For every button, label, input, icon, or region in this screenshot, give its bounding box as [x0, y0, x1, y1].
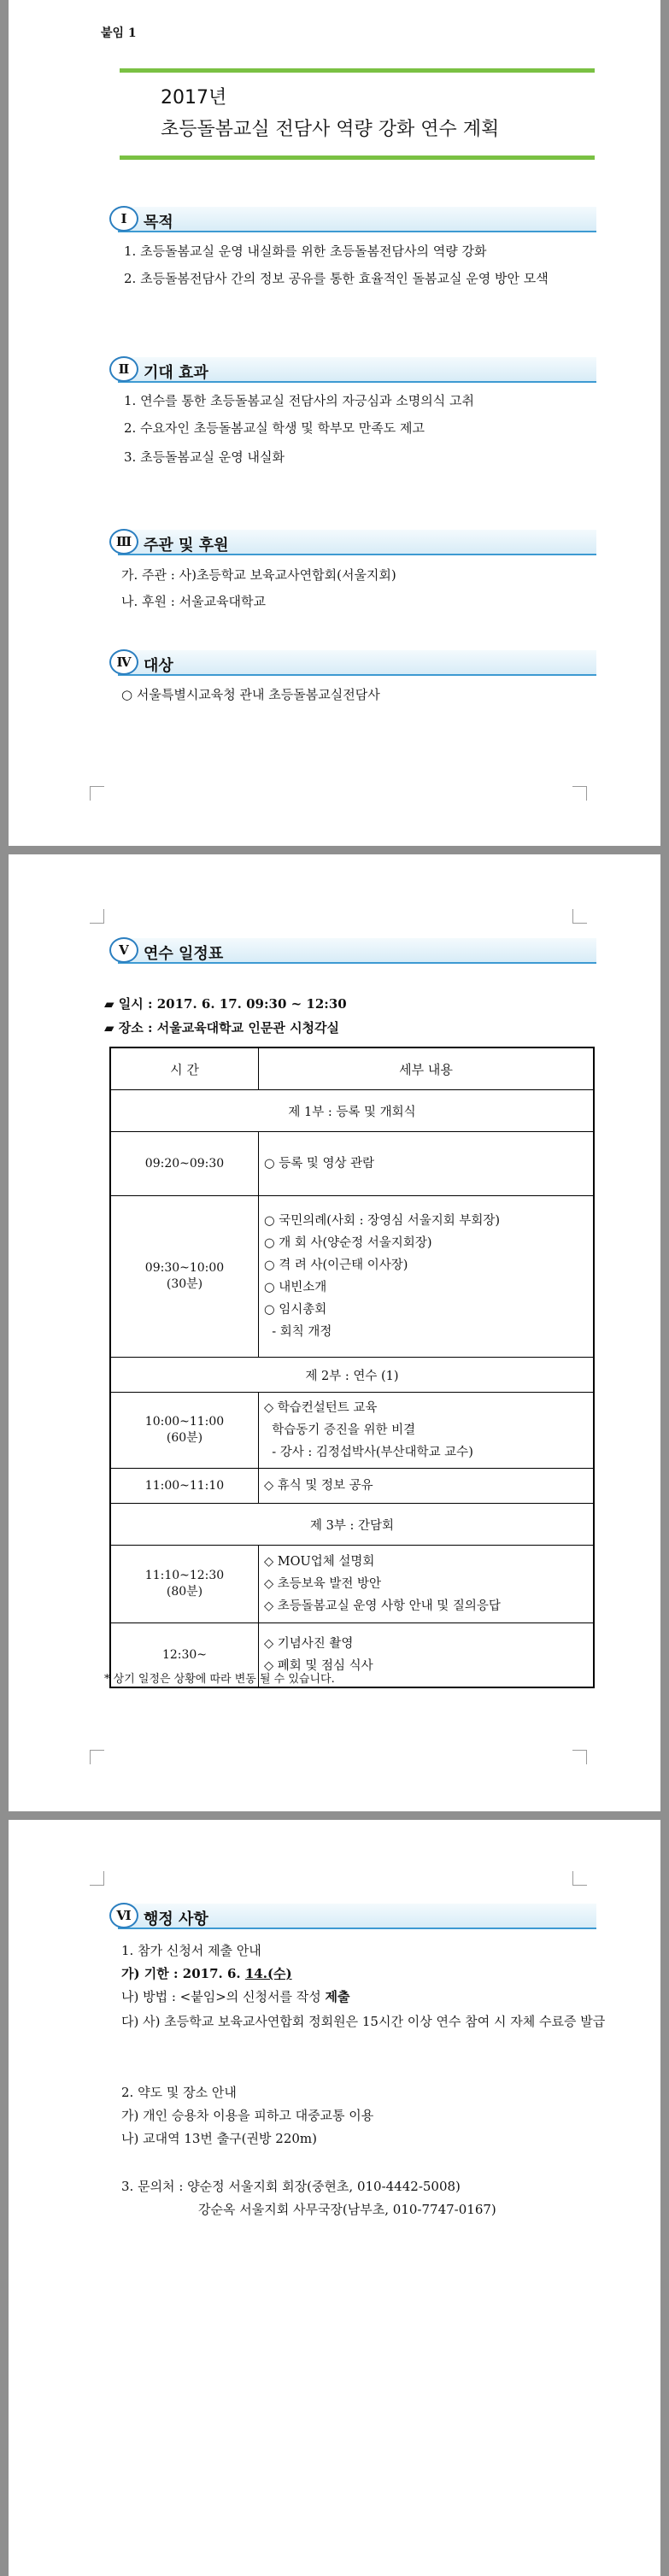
row-duration: (60분) — [166, 1431, 203, 1445]
section-label: 주관 및 후원 — [144, 537, 229, 555]
table-row — [110, 1196, 594, 1358]
part-3-row: 제 3부 : 간담회 — [110, 1504, 594, 1546]
row-item: ◇ 휴식 및 정보 공유 — [264, 1479, 373, 1493]
row-item: ○ 개 회 사(양순정 서울지회장) — [264, 1236, 432, 1250]
row-content — [259, 1393, 595, 1469]
method-submit: 제출 — [325, 1989, 350, 2004]
target-line: ○ 서울특별시교육청 관내 초등돌봄교실전담사 — [121, 687, 380, 702]
section-heading-host — [109, 526, 596, 554]
admin-exit: 나) 교대역 13번 출구(권방 220m) — [121, 2131, 317, 2146]
table-header-row — [110, 1047, 594, 1090]
host-line-2: 나. 후원 : 서울교육대학교 — [121, 594, 267, 609]
row-item: - 회칙 개정 — [264, 1325, 332, 1339]
row-content — [259, 1132, 595, 1196]
section-label: 목적 — [144, 214, 173, 232]
part-1-row: 제 1부 : 등록 및 개회식 — [110, 1090, 594, 1132]
row-time: 12:30~ — [110, 1623, 259, 1688]
host-line-1: 가. 주관 : 사)초등학교 보육교사연합회(서울지회) — [121, 567, 396, 583]
row-item: 학습동기 증진을 위한 비결 — [264, 1423, 416, 1437]
title-bottom-rule — [120, 155, 595, 160]
document-title — [161, 83, 499, 141]
effect-item-2: 2. 수요자인 초등돌봄교실 학생 및 학부모 만족도 제고 — [124, 420, 425, 436]
admin-line-1: 1. 참가 신청서 제출 안내 — [121, 1943, 261, 1958]
admin-certificate: 다) 사) 초등학교 보육교사연합회 정회원은 15시간 이상 연수 참여 시 자체 수료증 발급 — [121, 2014, 606, 2029]
crop-mark — [572, 1871, 587, 1886]
section-label: 기대 효과 — [144, 364, 208, 382]
row-time-cell — [110, 1546, 259, 1623]
deadline-date: 14.(수) — [244, 1966, 292, 1981]
row-item: ◇ 폐회 및 점심 식사 — [264, 1659, 373, 1673]
section-heading-effects — [109, 354, 596, 381]
section-number: Ⅵ — [109, 1903, 138, 1928]
attachment-label: 붙임 1 — [101, 26, 137, 40]
table-row — [110, 1358, 594, 1393]
section-number: Ⅰ — [109, 206, 138, 232]
row-time: 09:20~09:30 — [110, 1132, 259, 1196]
deadline-label: 가) 기한 : 2017. 6. — [121, 1966, 245, 1981]
document-page-1 — [9, 0, 660, 846]
crop-mark — [90, 786, 104, 801]
crop-mark — [572, 909, 587, 924]
table-row — [110, 1393, 594, 1469]
section-number: Ⅴ — [109, 937, 138, 963]
row-item: ○ 격 려 사(이근태 이사장) — [264, 1259, 408, 1272]
section-heading-target — [109, 647, 596, 674]
section-heading-schedule — [109, 935, 596, 962]
row-item: ◇ 초등보육 발전 방안 — [264, 1577, 382, 1591]
contact-line-1: 3. 문의처 : 양순정 서울지회 회장(중현초, 010-4442-5008) — [121, 2179, 461, 2194]
crop-mark — [90, 1750, 104, 1764]
row-time-cell — [110, 1196, 259, 1358]
header-time: 시 간 — [110, 1047, 259, 1090]
section-label: 대상 — [144, 657, 173, 675]
contact-line-2: 강순옥 서울지회 사무국장(남부초, 010-7747-0167) — [198, 2202, 496, 2217]
row-item: ○ 임시총회 — [264, 1303, 327, 1317]
schedule-table — [109, 1047, 595, 1688]
row-item: ○ 내빈소개 — [264, 1281, 327, 1294]
row-content — [259, 1469, 595, 1504]
section-label: 행정 사항 — [144, 1910, 208, 1928]
section-number: Ⅲ — [109, 529, 138, 555]
row-time-cell — [110, 1393, 259, 1469]
title-text: 초등돌봄교실 전담사 역량 강화 연수 계획 — [161, 119, 500, 140]
row-content — [259, 1196, 595, 1358]
row-item: ○ 등록 및 영상 관람 — [264, 1157, 375, 1171]
effect-item-1: 1. 연수를 통한 초등돌봄교실 전담사의 자긍심과 소명의식 고취 — [124, 393, 474, 408]
title-top-rule — [120, 68, 595, 73]
document-page-3 — [9, 1820, 660, 2576]
row-duration: (80분) — [166, 1585, 203, 1599]
crop-mark — [90, 1871, 104, 1886]
admin-transport: 가) 개인 승용차 이용을 피하고 대중교통 이용 — [121, 2108, 374, 2123]
section-label: 연수 일정표 — [144, 945, 224, 963]
admin-method — [121, 1987, 350, 2006]
row-item: ○ 국민의례(사회 : 장영심 서울지회 부회장) — [264, 1214, 501, 1228]
section-number: Ⅳ — [109, 649, 138, 675]
table-row — [110, 1090, 594, 1132]
section-heading-band — [118, 650, 596, 676]
effect-item-3: 3. 초등돌봄교실 운영 내실화 — [124, 449, 285, 465]
admin-deadline — [121, 1964, 292, 1983]
row-item: ◇ 학습컨설턴트 교육 — [264, 1401, 378, 1415]
row-time: 09:30~10:00 — [144, 1261, 225, 1275]
purpose-item-1: 1. 초등돌봄교실 운영 내실화를 위한 초등돌봄전담사의 역량 강화 — [124, 244, 487, 259]
section-heading-purpose — [109, 203, 596, 231]
section-heading-band — [118, 207, 596, 232]
crop-mark — [572, 1750, 587, 1764]
purpose-item-2: 2. 초등돌봄전담사 간의 정보 공유를 통한 효율적인 돌봄교실 운영 방안 모색 — [124, 271, 549, 286]
table-row — [110, 1504, 594, 1546]
crop-mark — [90, 909, 104, 924]
part-2-row: 제 2부 : 연수 (1) — [110, 1358, 594, 1393]
row-item: ◇ 초등돌봄교실 운영 사항 안내 및 질의응답 — [264, 1599, 501, 1613]
crop-mark — [572, 786, 587, 801]
schedule-place: ▰ 장소 : 서울교육대학교 인문관 시청각실 — [104, 1020, 340, 1036]
row-duration: (30분) — [166, 1277, 203, 1291]
method-label: 나) 방법 : <붙임>의 신청서를 작성 — [121, 1989, 326, 2004]
row-content — [259, 1546, 595, 1623]
row-time: 11:00~11:10 — [110, 1469, 259, 1504]
document-page-2 — [9, 854, 660, 1811]
section-heading-admin — [109, 1900, 596, 1928]
admin-line-2: 2. 약도 및 장소 안내 — [121, 2085, 237, 2100]
table-row — [110, 1546, 594, 1623]
table-row — [110, 1132, 594, 1196]
schedule-note: * 상기 일정은 상황에 따라 변동 될 수 있습니다. — [104, 1673, 335, 1686]
schedule-date: ▰ 일시 : 2017. 6. 17. 09:30 ~ 12:30 — [104, 996, 347, 1012]
row-item: ◇ 기념사진 촬영 — [264, 1637, 354, 1651]
section-number: Ⅱ — [109, 356, 138, 382]
header-content: 세부 내용 — [259, 1047, 595, 1090]
row-time: 10:00~11:00 — [144, 1415, 225, 1429]
table-row — [110, 1469, 594, 1504]
row-item: ◇ MOU업체 설명회 — [264, 1555, 375, 1569]
title-year: 2017년 — [161, 87, 227, 109]
row-item: - 강사 : 김정섭박사(부산대학교 교수) — [264, 1446, 473, 1459]
row-time: 11:10~12:30 — [144, 1569, 225, 1582]
